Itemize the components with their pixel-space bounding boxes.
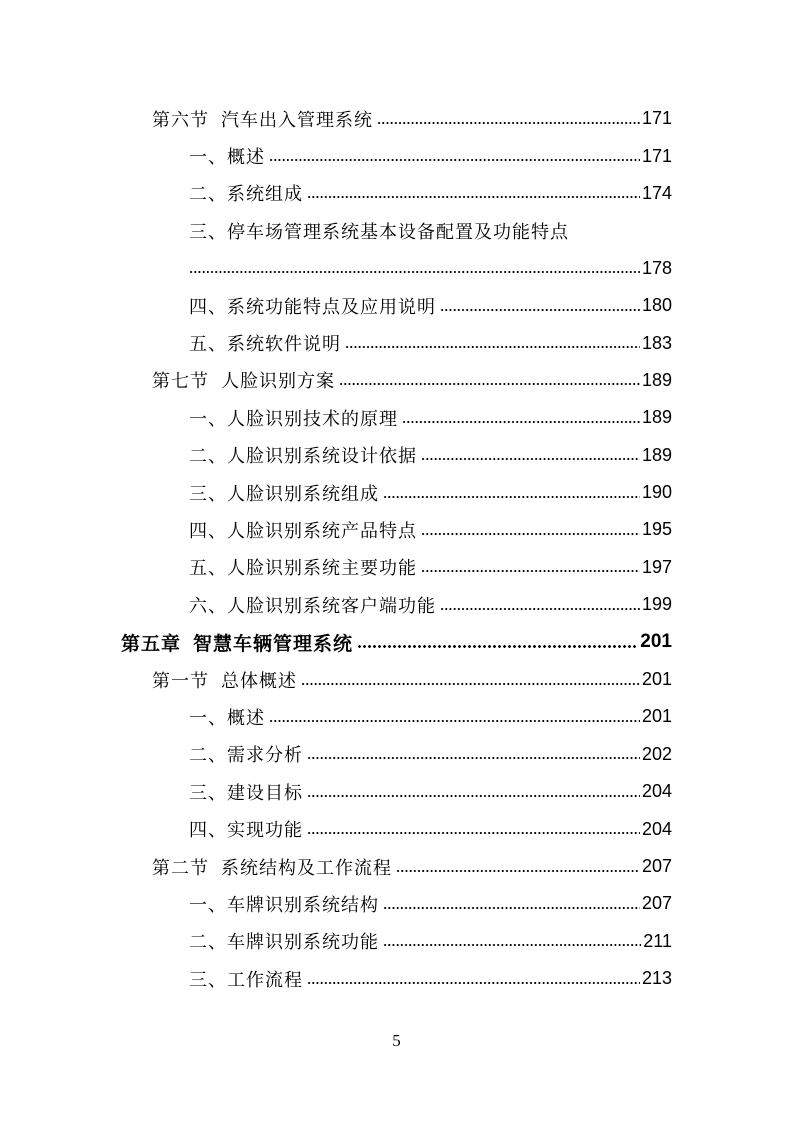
toc-entry-item[interactable] [0, 287, 793, 324]
entry-page-number: 190 [641, 482, 672, 503]
toc-entry-item-wrapped[interactable] [0, 212, 793, 249]
entry-prefix: 第五章 [121, 632, 182, 655]
dot-leader [307, 832, 640, 834]
dot-leader [301, 683, 640, 685]
footer-page-number: 5 [392, 1031, 401, 1050]
toc-entry-item[interactable] [0, 586, 793, 623]
dot-leader [421, 570, 640, 572]
entry-page-number: 201 [641, 706, 672, 727]
entry-page-number: 183 [641, 332, 672, 353]
toc-entry-item[interactable] [0, 511, 793, 548]
entry-title: 人脸识别系统主要功能 [227, 558, 417, 580]
entry-prefix: 第二节 [152, 857, 209, 879]
entry-prefix: 三、 [189, 782, 227, 804]
entry-prefix: 二、 [189, 184, 227, 206]
dot-leader [269, 720, 640, 722]
entry-prefix: 四、 [189, 520, 227, 542]
entry-title: 系统软件说明 [227, 334, 341, 356]
entry-page-number: 201 [641, 669, 672, 690]
toc-entry-item[interactable] [0, 698, 793, 735]
entry-prefix: 三、 [189, 483, 227, 505]
dot-leader [402, 421, 640, 423]
dot-leader [269, 159, 640, 161]
entry-prefix: 三、 [189, 969, 227, 991]
entry-prefix: 二、 [189, 446, 227, 468]
entry-page-number: 189 [641, 444, 672, 465]
entry-page-number: 189 [641, 407, 672, 428]
entry-prefix: 第七节 [152, 371, 209, 393]
entry-prefix: 五、 [189, 558, 227, 580]
dot-leader [396, 870, 640, 872]
dot-leader [421, 458, 640, 460]
entry-page-number: 180 [641, 295, 672, 316]
toc-entry-item[interactable] [0, 923, 793, 960]
entry-title: 停车场管理系统基本设备配置及功能特点 [227, 221, 569, 243]
entry-page-number: 197 [641, 556, 672, 577]
toc-entry-item[interactable] [0, 810, 793, 847]
dot-leader [440, 309, 640, 311]
dot-leader [383, 496, 640, 498]
toc-entry-item[interactable] [0, 773, 793, 810]
entry-title: 系统组成 [227, 184, 303, 206]
toc-entry-item[interactable] [0, 399, 793, 436]
dot-leader [383, 944, 641, 946]
entry-title: 概述 [227, 707, 265, 729]
toc-entry-item[interactable] [0, 960, 793, 997]
entry-page-number: 178 [641, 257, 672, 278]
entry-page-number: 204 [641, 818, 672, 839]
entry-page-number: 201 [640, 631, 672, 653]
entry-title: 人脸识别技术的原理 [227, 408, 398, 430]
entry-prefix: 二、 [189, 932, 227, 954]
dot-leader [377, 122, 640, 124]
dot-leader [307, 795, 640, 797]
entry-title: 人脸识别系统设计依据 [227, 446, 417, 468]
dot-leader [307, 196, 640, 198]
entry-page-number: 171 [641, 108, 672, 129]
entry-title: 概述 [227, 147, 265, 169]
dot-leader [383, 907, 640, 909]
dot-leader [307, 757, 640, 759]
entry-title: 人脸识别系统客户端功能 [227, 595, 436, 617]
entry-title: 车牌识别系统结构 [227, 894, 379, 916]
entry-page-number: 207 [641, 856, 672, 876]
toc-entry-item[interactable] [0, 175, 793, 212]
entry-page-number: 199 [641, 594, 672, 615]
toc-entry-section-6[interactable] [0, 100, 793, 137]
toc-entry-section-2[interactable] [0, 848, 793, 885]
dot-leader [189, 271, 640, 273]
entry-title: 车牌识别系统功能 [227, 932, 379, 954]
table-of-contents [0, 100, 793, 997]
entry-page-number: 213 [641, 968, 672, 989]
toc-entry-continuation[interactable] [0, 250, 793, 287]
entry-page-number: 174 [641, 182, 672, 203]
entry-title: 需求分析 [227, 745, 303, 767]
entry-prefix: 四、 [189, 820, 227, 842]
entry-prefix: 一、 [189, 707, 227, 729]
entry-prefix: 二、 [189, 745, 227, 767]
entry-prefix: 一、 [189, 147, 227, 169]
toc-entry-chapter-5[interactable] [0, 623, 793, 660]
entry-prefix: 第六节 [152, 109, 209, 131]
entry-prefix: 四、 [189, 296, 227, 318]
entry-title: 汽车出入管理系统 [221, 109, 373, 131]
entry-page-number: 189 [641, 369, 672, 390]
entry-page-number: 211 [643, 930, 672, 951]
toc-entry-item[interactable] [0, 324, 793, 361]
entry-title: 系统结构及工作流程 [221, 857, 392, 879]
entry-title: 建设目标 [227, 782, 303, 804]
entry-title: 系统功能特点及应用说明 [227, 296, 436, 318]
dot-leader [421, 533, 640, 535]
toc-entry-section-1[interactable] [0, 661, 793, 698]
toc-entry-item[interactable] [0, 549, 793, 586]
entry-prefix: 三、 [189, 221, 227, 243]
entry-page-number: 171 [641, 145, 672, 166]
entry-page-number: 204 [641, 781, 672, 802]
entry-prefix: 五、 [189, 334, 227, 356]
entry-title: 人脸识别系统产品特点 [227, 520, 417, 542]
dot-leader [345, 346, 640, 348]
entry-title: 工作流程 [227, 969, 303, 991]
toc-entry-item[interactable] [0, 736, 793, 773]
entry-prefix: 一、 [189, 408, 227, 430]
entry-page-number: 202 [641, 743, 672, 764]
entry-page-number: 207 [641, 893, 672, 914]
entry-page-number: 195 [641, 519, 672, 540]
entry-title: 智慧车辆管理系统 [193, 632, 354, 655]
dot-leader [307, 982, 640, 984]
dot-leader [339, 383, 640, 385]
entry-title: 总体概述 [221, 670, 297, 692]
entry-prefix: 一、 [189, 894, 227, 916]
entry-title: 人脸识别系统组成 [227, 483, 379, 505]
toc-entry-item[interactable] [0, 885, 793, 922]
toc-entry-item[interactable] [0, 437, 793, 474]
dot-leader [357, 645, 638, 648]
dot-leader [440, 608, 640, 610]
toc-entry-item[interactable] [0, 137, 793, 174]
entry-title: 实现功能 [227, 820, 303, 842]
entry-prefix: 第一节 [152, 670, 209, 692]
toc-entry-item[interactable] [0, 474, 793, 511]
entry-title: 人脸识别方案 [221, 371, 335, 393]
entry-prefix: 六、 [189, 595, 227, 617]
toc-entry-section-7[interactable] [0, 362, 793, 399]
